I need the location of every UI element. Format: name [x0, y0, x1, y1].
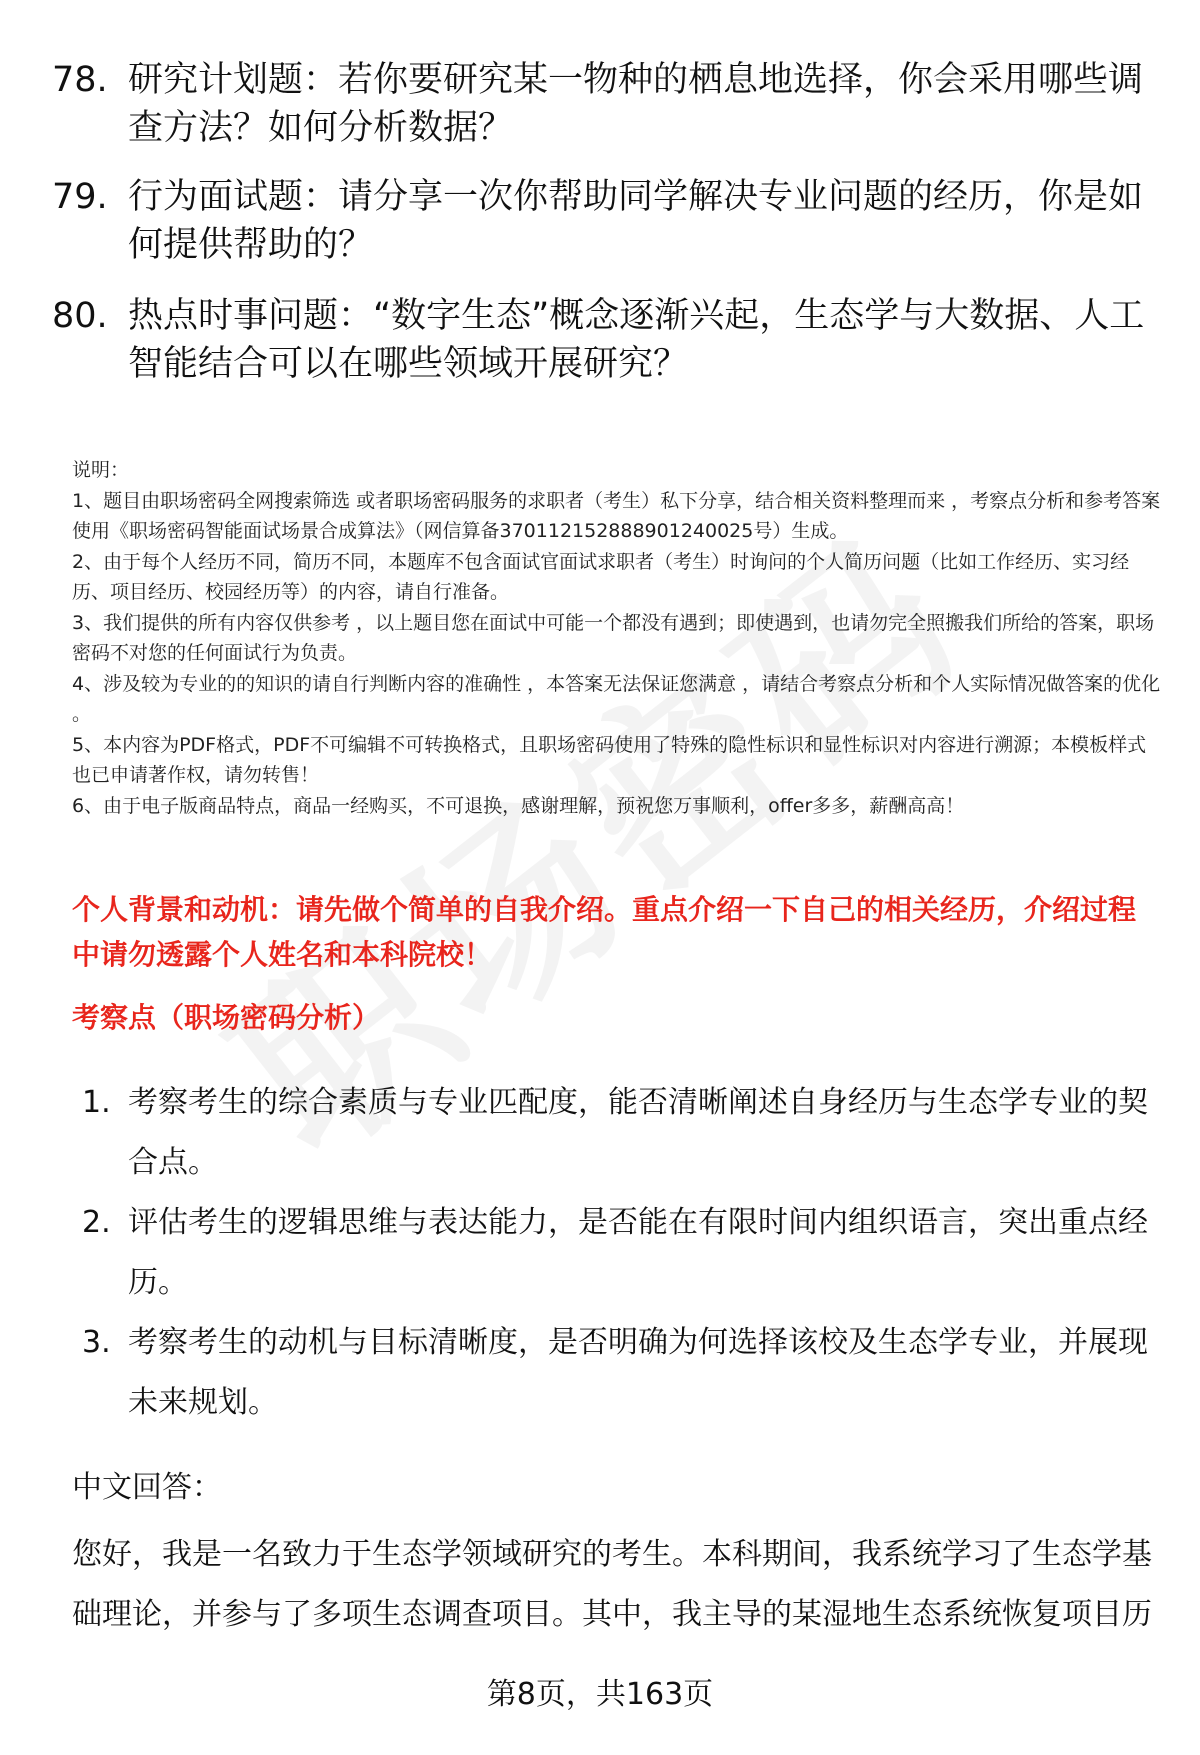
list-item-text: 评估考生的逻辑思维与表达能力，是否能在有限时间内组织语言，突出重点经历。	[128, 1205, 1148, 1300]
question-text: 热点时事问题：“数字生态”概念逐渐兴起，生态学与大数据、人工智能结合可以在哪些领域开展研究？	[128, 296, 1145, 384]
question-79	[52, 173, 1152, 269]
list-item-number: 1.	[82, 1085, 111, 1120]
note-item: 6、由于电子版商品特点，商品一经购买，不可退换，感谢理解，预祝您万事顺利，offer多多，薪酬高高！	[72, 794, 965, 817]
question-text: 研究计划题：若你要研究某一物种的栖息地选择，你会采用哪些调查方法？如何分析数据？	[128, 60, 1144, 148]
question-text: 行为面试题：请分享一次你帮助同学解决专业问题的经历，你是如何提供帮助的？	[128, 177, 1144, 265]
answer-text: 您好，我是一名致力于生态学领域研究的考生。本科期间，我系统学习了生态学基础理论，并参与了多项生态调查项目。其中，我主导的某湿地生态系统恢复项目历	[72, 1537, 1152, 1632]
assessment-points	[82, 1073, 1162, 1433]
list-item	[82, 1073, 1162, 1193]
list-item-number: 2.	[82, 1205, 111, 1240]
note-item: 5、本内容为PDF格式，PDF不可编辑不可转换格式，且职场密码使用了特殊的隐性标识和显性标识对内容进行溯源；本模板样式也已申请著作权，请勿转售！	[72, 733, 1147, 786]
note-item: 1、题目由职场密码全网搜索筛选 或者职场密码服务的求职者（考生）私下分享，结合相关资料整理而来 ，考察点分析和参考答案使用《职场密码智能面试场景合成算法》（网信算备370112152888901240025号）生成。	[72, 489, 1161, 542]
question-78	[52, 56, 1152, 152]
list-item	[82, 1313, 1162, 1433]
section-heading: 个人背景和动机：请先做个简单的自我介绍。重点介绍一下自己的相关经历，介绍过程中请勿透露个人姓名和本科院校！	[72, 893, 1137, 971]
notes-block	[72, 455, 1162, 821]
question-80	[52, 292, 1152, 388]
note-item: 2、由于每个人经历不同，简历不同，本题库不包含面试官面试求职者（考生）时询问的个人简历问题（比如工作经历、实习经历、项目经历、校园经历等）的内容，请自行准备。	[72, 550, 1130, 603]
note-item: 4、涉及较为专业的的知识的请自行判断内容的准确性 ，本答案无法保证您满意 ，请结合考察点分析和个人实际情况做答案的优化 。	[72, 672, 1161, 725]
list-item-number: 3.	[82, 1325, 111, 1360]
list-item	[82, 1193, 1162, 1313]
list-item-text: 考察考生的综合素质与专业匹配度，能否清晰阐述自身经历与生态学专业的契合点。	[128, 1085, 1148, 1180]
question-number: 78.	[52, 60, 108, 100]
section-subheading: 考察点（职场密码分析）	[72, 1001, 381, 1034]
note-item: 3、我们提供的所有内容仅供参考 ，以上题目您在面试中可能一个都没有遇到；即使遇到，也请勿完全照搬我们所给的答案，职场密码不对您的任何面试行为负责。	[72, 611, 1155, 664]
question-number: 80.	[52, 296, 108, 336]
answer-label: 中文回答：	[72, 1470, 222, 1505]
page-footer: 第8页，共163页	[486, 1677, 714, 1712]
notes-title: 说明：	[72, 459, 130, 481]
question-number: 79.	[52, 177, 108, 217]
list-item-text: 考察考生的动机与目标清晰度，是否明确为何选择该校及生态学专业，并展现未来规划。	[128, 1325, 1148, 1420]
